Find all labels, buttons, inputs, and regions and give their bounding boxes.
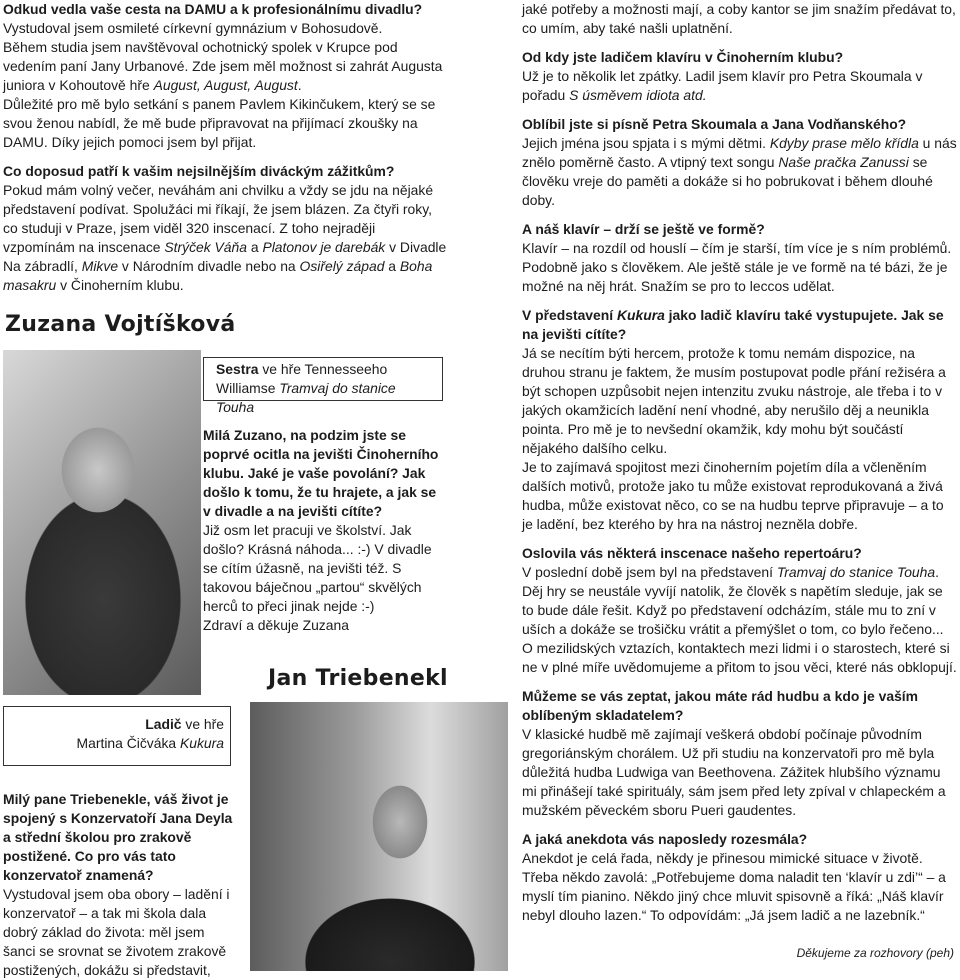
zuzana-heading: Zuzana Vojtíšková <box>5 312 236 337</box>
answer-music: V klasické hudbě mě zajímají veškerá období počínaje původním gregoriánským chorálem. Už při studiu na konzervatoři pro mě byla důležitá hudba Ludwiga van Beethovena. Zážitek hlubšího významu mi přinášejí také spirituály, sám jsem před lety zpíval v chlapeckém a mužském pěveckém sboru Pueri gaudentes. <box>522 726 946 818</box>
question-experiences: Co doposud patří k vašim nejsilnějším diváckým zážitkům? <box>3 163 395 179</box>
question-anecdote: A jaká anekdota vás naposledy rozesmála? <box>522 831 808 847</box>
question-repertoire: Oslovila vás některá inscenace našeho repertoáru? <box>522 545 862 561</box>
answer-repertoire: V poslední době jsem byl na představení Tramvaj do stanice Touha. Děj hry se neustále vyvíjí natolik, že člověk s napětím sleduje, jak se to bude dále řešit. Když po představení odcházím, stále mu to zní v uších a dokáže se trošičku vrátit a přemýšlet o tom, co bylo řečeno... O mezilidských vztazích, kontaktech mezi lidmi i o starostech, které si ne v plné míře uvědomujeme a přitom to jsou věci, které nás obklopují. <box>522 564 957 675</box>
answer-anecdote: Anekdot je celá řada, někdy je přinesou mimické situace v životě. Třeba někdo zavolá: „Potřebujeme doma naladit ten ‘klavír u zdi’“ – a myslí tím pianino. Někdo jiný chce mluvit spisovně a říká: „Náš klavír nebyl dlouho lazen.“ To odpovídám: „Já jsem ladič a ne lazebník.“ <box>522 850 946 923</box>
answer-damu-3: Důležité pro mě bylo setkání s panem Pavlem Kikinčukem, který se se svou ženou nabídl, že mě bude připravovat na přijímací zkoušky na DAMU. Díky jejich pomoci jsem byl přijat. <box>3 96 436 150</box>
question-music: Můžeme se vás zeptat, jakou máte rád hudbu a kdo je vaším oblíbeným skladatelem? <box>522 688 919 723</box>
question-piano: A náš klavír – drží se ještě ve formě? <box>522 221 765 237</box>
zuzana-question: Milá Zuzano, na podzim jste se poprvé ocitla na jevišti Činoherního klubu. Jaké je vaše povolání? Jak došlo k tomu, že tu hrajete, a jak se v divadle a na jevišti cítíte? <box>203 427 439 519</box>
answer-since-when: Už je to několik let zpátky. Ladil jsem klavír pro Petra Skoumala v pořadu S úsměvem idiota atd. <box>522 68 923 103</box>
question-songs: Oblíbil jste si písně Petra Skoumala a Jana Vodňanského? <box>522 116 907 132</box>
footer-thanks: Děkujeme za rozhovory (peh) <box>796 946 954 960</box>
jan-interview <box>3 790 235 980</box>
answer-on-stage-1: Já se necítím býti hercem, protože k tomu nemám dispozice, na druhou stranu je faktem, že musím postupovat podle přání režiséra a být schopen uzpůsobit nejen intenzitu zvuku nástroje, ale třeba i to v jakých okamžicích ladění není vhodné, aby nerušilo děj a neunikla pointa. Pro mě je to nevšední okamžik, kdy mohu být součástí nějakého dalšího celku. <box>522 345 946 456</box>
answer-piano: Klavír – na rozdíl od houslí – čím je starší, tím více je s ním problémů. Podobně jako s člověkem. Ale ještě stále je ve formě na té bázi, že je možné na něj hrát. Snažím se pro to leccos udělat. <box>522 240 952 294</box>
jan-caption: Ladič ve hře Martina Čičváka Kukura <box>3 706 231 766</box>
jan-question: Milý pane Triebenekle, váš život je spojený s Konzervatoří Jana Deyla a střední školou pro zrakově postižené. Co pro vás tato konzervatoř znamená? <box>3 791 233 883</box>
zuzana-answer: Již osm let pracuji ve školství. Jak došlo? Krásná náhoda... :-) V divadle se cítím úžasně, na jevišti též. S takovou báječnou „partou“ skvělých herců to přeci jinak nejde :-) <box>203 522 432 614</box>
zuzana-photo <box>3 350 201 695</box>
jan-heading: Jan Triebenekl <box>268 666 448 691</box>
answer-songs: Jejich jména jsou spjata i s mými dětmi. Kdyby prase mělo křídla u nás znělo poměrně často. A vtipný text songu Naše pračka Zanussi se člověku vreje do paměti a dokáže si ho pobrukovat i během dlouhé doby. <box>522 135 957 208</box>
question-damu: Odkud vedla vaše cesta na DAMU a k profesionálnímu divadlu? <box>3 1 423 17</box>
answer-on-stage-2: Je to zajímavá spojitost mezi činoherním pojetím díla a včleněním dalších motivů, protože jako tu může existovat reprodukovaná a živá hudba, může existovat něco, co se na hudbu teprve připravuje – a to je ladění, bez kterého by hra na nástroj nezněla dobře. <box>522 459 944 532</box>
question-on-stage: V představení Kukura jako ladič klavíru také vystupujete. Jak se na jevišti cítíte? <box>522 307 944 342</box>
answer-experiences: Pokud mám volný večer, neváhám ani chvilku a vždy se jdu na nějaké představení podívat. Spolužáci mi říkají, že jsem blázen. Za čtyři roky, co studuji v Praze, jsem viděl 320 inscenací. Z toho nejraději vzpomínám na inscenace Strýček Váňa a Platonov je darebák v Divadle Na zábradlí, Mikve v Národním divadle nebo na Osiřelý západ a Boha masakru v Činoherním klubu. <box>3 182 447 293</box>
zuzana-caption: Sestra ve hře Tennesseeho Williamse Tramvaj do stanice Touha <box>203 357 443 401</box>
answer-damu-2: Během studia jsem navštěvoval ochotnický spolek v Krupce pod vedením paní Jany Urbanové. Zde jsem měl možnost si zahrát Augusta juniora v Kohoutově hře August, August, August. <box>3 39 443 93</box>
jan-answer-continued: jaké potřeby a možnosti mají, a coby kantor se jim snažím předávat to, co umím, aby také našli uplatnění. <box>522 1 956 36</box>
question-since-when: Od kdy jste ladičem klavíru v Činoherním klubu? <box>522 49 844 65</box>
jan-answer: Vystudoval jsem oba obory – ladění i konzervatoř – a tak mi škola dala dobrý základ do života: měl jsem šanci se srovnat se životem zrakově postižených, dokážu si představit, <box>3 886 230 978</box>
zuzana-interview <box>203 426 447 635</box>
left-column <box>3 0 447 295</box>
answer-damu-1: Vystudoval jsem osmileté církevní gymnázium v Bohosudově. <box>3 20 383 36</box>
right-column <box>522 0 958 925</box>
jan-photo <box>250 702 508 971</box>
zuzana-thanks: Zdraví a děkuje Zuzana <box>203 617 349 633</box>
